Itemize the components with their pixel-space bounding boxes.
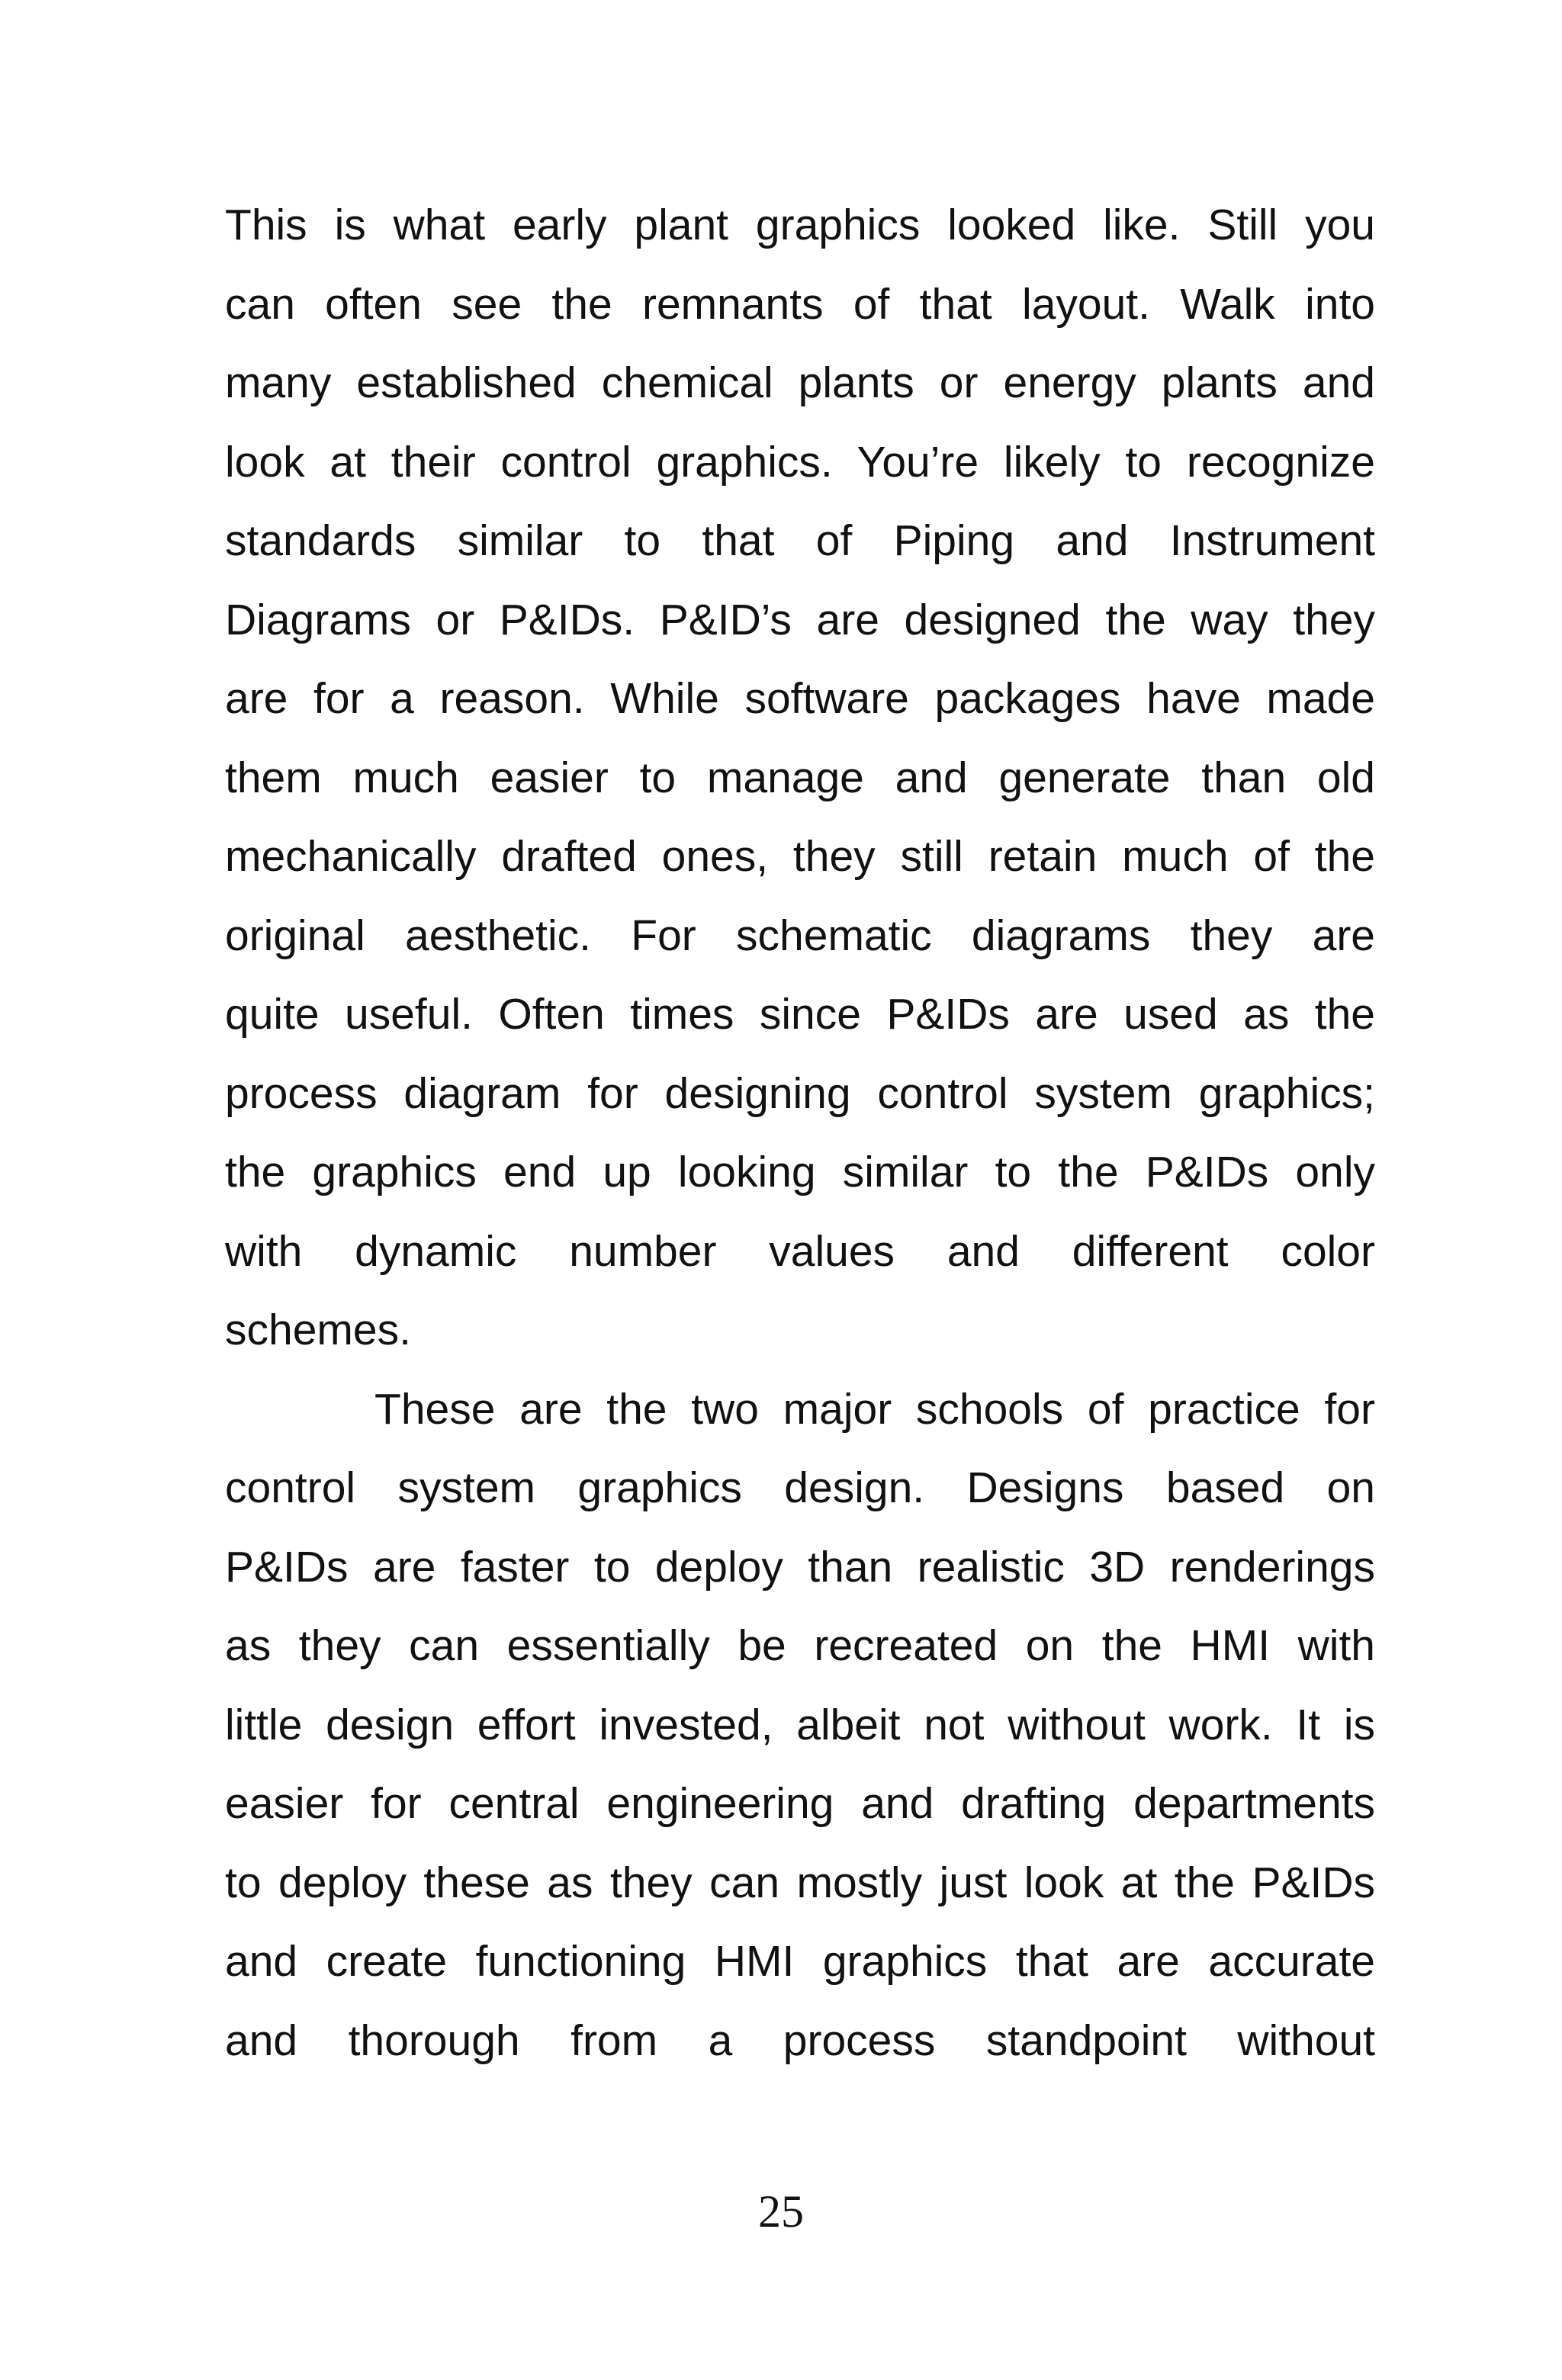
text-line: as they can essentially be recreated on the HMI with: [225, 1621, 1375, 1670]
text-line: and thorough from a process standpoint without: [225, 2015, 1375, 2065]
text-line: look at their control graphics. You’re likely to recognize: [225, 437, 1375, 487]
page-number: 25: [758, 2186, 804, 2237]
text-line: and create functioning HMI graphics that are accurate: [225, 1937, 1375, 1986]
text-line: them much easier to manage and generate than old: [225, 753, 1375, 802]
text-line: quite useful. Often times since P&IDs are used as the: [225, 990, 1375, 1039]
text-line: This is what early plant graphics looked like. Still you: [225, 201, 1375, 249]
text-line: schemes.: [225, 1306, 411, 1354]
text-line: original aesthetic. For schematic diagrams they are: [225, 911, 1375, 960]
text-line: standards similar to that of Piping and Instrument: [225, 516, 1375, 565]
text-line: little design effort invested, albeit not without work. It is: [225, 1700, 1375, 1749]
text-line: to deploy these as they can mostly just look at the P&IDs: [225, 1858, 1375, 1907]
text-line: control system graphics design. Designs based on: [225, 1463, 1375, 1512]
body-text: [225, 186, 1375, 2080]
text-line: mechanically drafted ones, they still retain much of the: [225, 832, 1375, 881]
text-line: Diagrams or P&IDs. P&ID’s are designed the way they: [225, 595, 1375, 644]
text-line: easier for central engineering and drafting departments: [225, 1779, 1375, 1828]
text-line: process diagram for designing control system graphics;: [225, 1068, 1375, 1118]
paragraph-first-line: These are the two major schools of practice for: [374, 1384, 1375, 1434]
text-line: the graphics end up looking similar to the P&IDs only: [225, 1148, 1375, 1196]
text-line: are for a reason. While software packages have made: [225, 674, 1375, 723]
text-line: many established chemical plants or energy plants and: [225, 358, 1375, 407]
text-line: P&IDs are faster to deploy than realistic 3D renderings: [225, 1542, 1375, 1591]
text-line: with dynamic number values and different color: [225, 1226, 1375, 1276]
text-line: can often see the remnants of that layout. Walk into: [225, 279, 1375, 329]
